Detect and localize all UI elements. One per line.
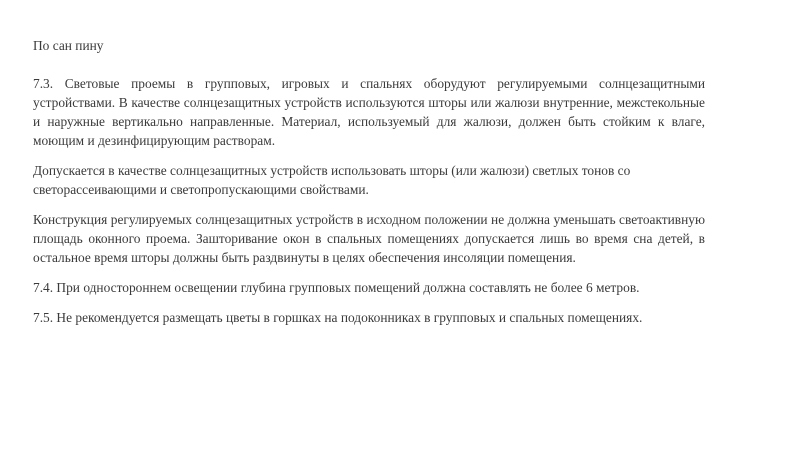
paragraph-7-4: 7.4. При одностороннем освещении глубина групповых помещений должна составлять не более 6 метров.: [33, 280, 640, 295]
paragraph-blinds-allowed: Допускается в качестве солнцезащитных устройств использовать шторы (или жалюзи) светлых тонов со светорассеивающими и светопропускающими свойствами.: [33, 163, 631, 197]
paragraph-7-3: 7.3. Световые проемы в групповых, игровых и спальнях оборудуют регулируемыми солнцезащитными устройствами. В качестве солнцезащитных устройств используются шторы или жалюзи внутренние, межстекольные и наружные вертикально направленные. Материал, используемый для жалюзи, должен быть стойким к влаге, моющим и дезинфицирующим растворам.: [33, 76, 705, 148]
paragraph-7-5: 7.5. Не рекомендуется размещать цветы в горшках на подоконниках в групповых и спальных помещениях.: [33, 310, 643, 325]
document-body: [33, 36, 705, 338]
paragraph-blinds-construction: Конструкция регулируемых солнцезащитных устройств в исходном положении не должна уменьшать светоактивную площадь оконного проема. Зашторивание окон в спальных помещениях допускается лишь во время сна детей, в остальное время шторы должны быть раздвинуты в целях обеспечения инсоляции помещения.: [33, 212, 705, 265]
document-heading: По сан пину: [33, 38, 104, 53]
